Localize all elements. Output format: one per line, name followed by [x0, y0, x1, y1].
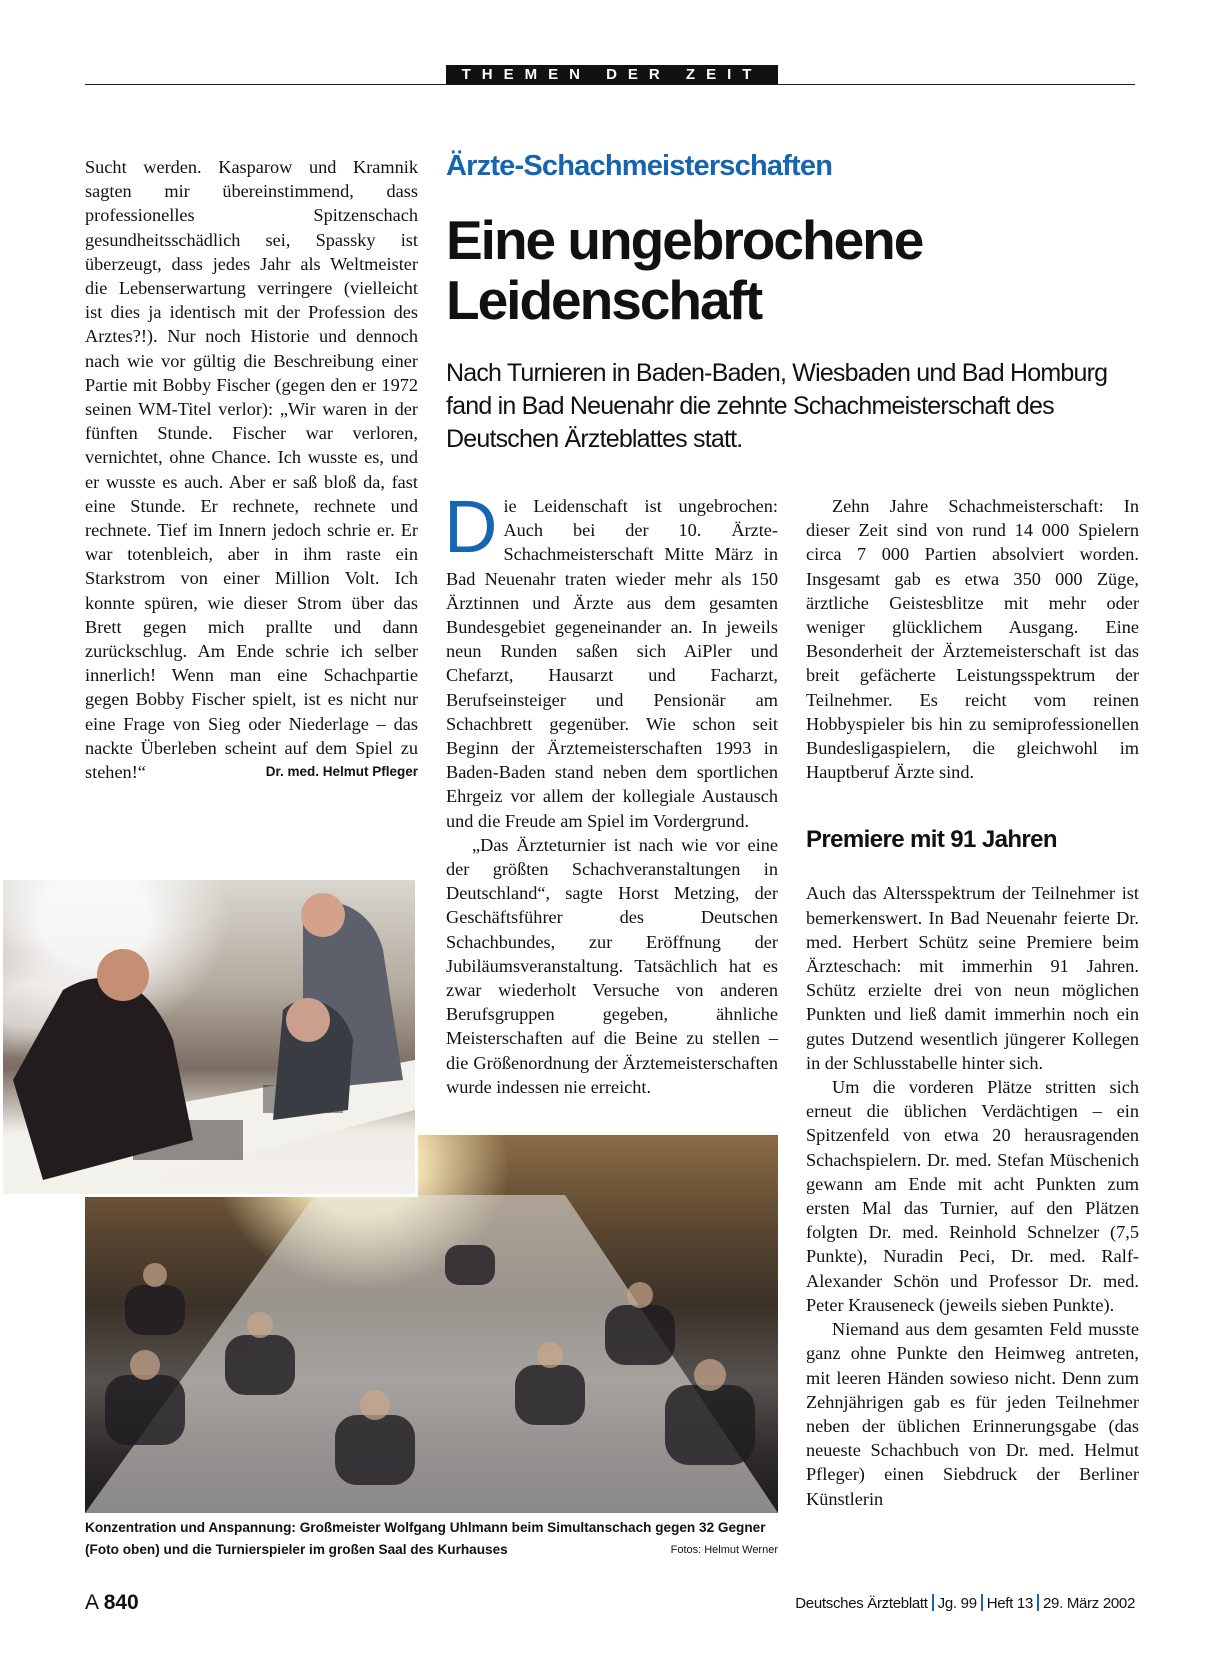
journal-volume: Jg. 99 — [937, 1595, 977, 1612]
right-column — [806, 494, 1139, 1511]
middle-paragraph-1: Die Leidenschaft ist ungebrochen: Auch bei der 10. Ärzte-Schachmeisterschaft Mitte März in Bad Neuenahr traten wieder mehr als 150 Ärztinnen und Ärzte aus dem gesamten Bundesgebiet gegeneinander an. In jeweils neun Runden saßen sich AiPler und Chefarzt, Hausarzt und Facharzt, Berufseinsteiger und Pensionär am Schachbrett gegenüber. Wie schon seit Beginn der Ärztemeisterschaften 1993 in Baden-Baden stand neben dem sportlichen Ehrgeiz vor allem der kollegiale Austausch und die Freude am Spiel im Vordergrund. — [444, 485, 778, 831]
left-column-text: Sucht werden. Kasparow und Kramnik sagten mir übereinstimmend, dass professionelles Spitzenschach gesundheitsschädlich sei, Spassky ist überzeugt, dass jedes Jahr als Weltmeister die Lebenserwartung verringere (vielleicht ist dies ja identisch mit der Profession des Arztes?!). Nur noch Historie und dennoch nach wie vor gültig die Beschreibung einer Partie mit Bobby Fischer (gegen den er 1972 seinen WM-Titel verlor): „Wir waren in der fünften Stunde. Fischer war verloren, vernichtet, ohne Chance. Ich wusste es, und er wusste es auch. Aber er saß bloß da, fast eine Stunde. Er rechnete, rechnete und rechnete. Tief im Innern jedoch schrie er. Er war totenbleich, aber in ihm raste ein Starkstrom von einer Million Volt. Ich konnte spüren, wie dieser Strom über das Brett gegen mich prallte und dann zurückschlug. Am Ende schrie ich selber innerlich! Wenn man eine Schachpartie gegen Bobby Fischer spielt, ist es nicht nur eine Frage von Sieg oder Niederlage – das nackte Überleben scheint auf dem Spiel zu stehen!“ Dr. med. Helmut Pfleger — [85, 157, 418, 783]
footer-separator — [981, 1594, 983, 1611]
title-line-2: Leidenschaft — [446, 269, 762, 331]
photo-credit: Fotos: Helmut Werner — [670, 1544, 778, 1556]
subheading: Premiere mit 91 Jahren — [806, 826, 1057, 854]
journal-date: 29. März 2002 — [1043, 1595, 1135, 1612]
page-number: A 840 — [85, 1591, 139, 1614]
journal-name: Deutsches Ärzteblatt — [795, 1595, 928, 1612]
article-kicker: Ärzte-Schachmeisterschaften — [446, 150, 833, 182]
article-teaser: Nach Turnieren in Baden-Baden, Wiesbaden und Bad Homburg fand in Bad Neuenahr die zehnte Schachmeisterschaft des Deutschen Ärzteblattes statt. — [446, 359, 1108, 453]
right-paragraph-1: Zehn Jahre Schachmeisterschaft: In dieser Zeit sind von rund 14 000 Spielern circa 7 000 Partien absolviert worden. Insgesamt gab es etwa 350 000 Züge, ärztliche Geistesblitze mit mehr oder weniger glücklichem Ausgang. Eine Besonderheit der Ärztemeisterschaft ist das breit gefächerte Leistungsspektrum der Teilnehmer. Es reicht vom reinen Hobbyspieler bis hin zu semiprofessionellen Bundesligaspielern, die gleichwohl im Hauptberuf Ärzte sind. — [806, 496, 1139, 783]
journal-info — [795, 1594, 1135, 1612]
middle-paragraph-2: „Das Ärzteturnier ist nach wie vor eine der größten Schachveranstaltungen in Deutschland“, sagte Horst Metzing, der Geschäftsführer des Deutschen Schachbundes, zur Eröffnung der Jubiläumsveranstaltung. Tatsächlich hat es zwar wiederholt Versuche von anderen Berufsgruppen gegeben, ähnliche Meisterschaften auf die Beine zu stellen – die Größenordnung der Ärztemeisterschaften wurde indessen nie erreicht. — [446, 834, 778, 1097]
right-paragraph-4: Niemand aus dem gesamten Feld musste ganz ohne Punkte den Heimweg antreten, mit leeren Händen sowieso nicht. Denn zum Zehnjährigen gab es für jeden Teilnehmer neben der üblichen Erinnerungsgabe (das neueste Schachbuch von Dr. med. Helmut Pfleger) einen Siebdruck der Berliner Künstlerin — [806, 1319, 1139, 1509]
middle-column — [444, 485, 778, 1099]
right-paragraph-3: Um die vorderen Plätze stritten sich erneut die üblichen Verdächtigen – ein Spitzenfeld von etwa 20 herausragenden Schachspielern. Dr. med. Stefan Müschenich gewann am Ende mit acht Punkten zum ersten Mal das Turnier, auf den Plätzen folgten Dr. med. Reinhold Schnelzer (7,5 Punkte), Nuradin Peci, Dr. med. Ralf-Alexander Schön und Professor Dr. med. Peter Krauseneck (jeweils sieben Punkte). — [806, 1077, 1139, 1315]
right-paragraph-2: Auch das Altersspektrum der Teilnehmer ist bemerkenswert. In Bad Neuenahr feierte Dr. med. Herbert Schütz seine Premiere beim Ärzteschach: mit immerhin 91 Jahren. Schütz erzielte drei von neun möglichen Punkten und ließ damit immerhin noch ein gutes Dutzend wesentlich jüngerer Kollegen in der Schlusstabelle hinter sich. — [806, 883, 1139, 1073]
left-column — [85, 155, 418, 784]
journal-issue: Heft 13 — [986, 1595, 1033, 1612]
page-footer — [85, 1591, 1135, 1617]
article-title — [446, 210, 1136, 330]
author-byline: Dr. med. Helmut Pfleger — [265, 764, 418, 780]
simultaneous-chess-photo — [0, 877, 418, 1197]
title-line-1: Eine ungebrochene — [446, 209, 923, 271]
simul-photo-image — [3, 880, 415, 1194]
footer-separator — [1037, 1594, 1039, 1611]
dropcap: D — [444, 485, 498, 568]
section-label: THEMEN DER ZEIT — [446, 65, 778, 85]
photo-caption: Konzentration und Anspannung: Großmeister Wolfgang Uhlmann beim Simultanschach gegen 32 Gegner (Foto oben) und die Turnierspieler im großen Saal des Kurhauses Fotos: Helmut Werner — [85, 1517, 778, 1561]
footer-separator — [932, 1594, 934, 1611]
